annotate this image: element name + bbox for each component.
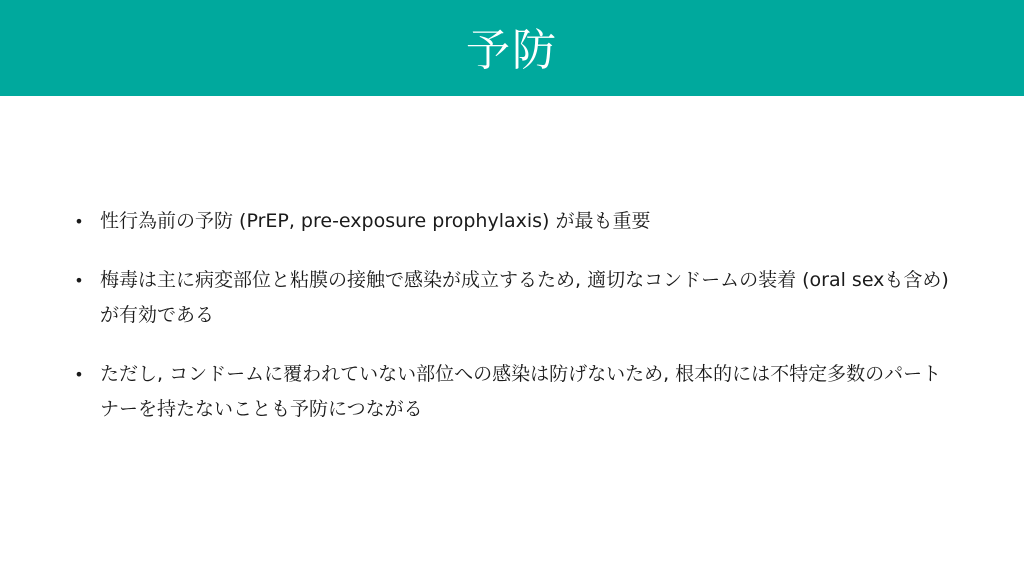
bullet-text: 梅毒は主に病変部位と粘膜の接触で感染が成立するため, 適切なコンドームの装着 (oral sexも含め) が有効である	[100, 269, 949, 326]
bullet-dot-icon: •	[74, 365, 84, 384]
bullet-text: 性行為前の予防 (PrEP, pre-exposure prophylaxis) が最も重要	[100, 210, 651, 232]
bullet-dot-icon: •	[74, 271, 84, 290]
title-bar	[0, 0, 1024, 96]
bullet-item-prep	[72, 204, 952, 239]
slide-title: 予防	[466, 25, 558, 76]
bullet-item-condom	[72, 263, 952, 333]
bullet-item-partners	[72, 357, 952, 427]
bullet-text: ただし, コンドームに覆われていない部位への感染は防げないため, 根本的には不特定多数のパートナーを持たないことも予防につながる	[100, 363, 942, 420]
bullet-dot-icon: •	[74, 212, 84, 231]
bullet-list	[72, 204, 952, 451]
